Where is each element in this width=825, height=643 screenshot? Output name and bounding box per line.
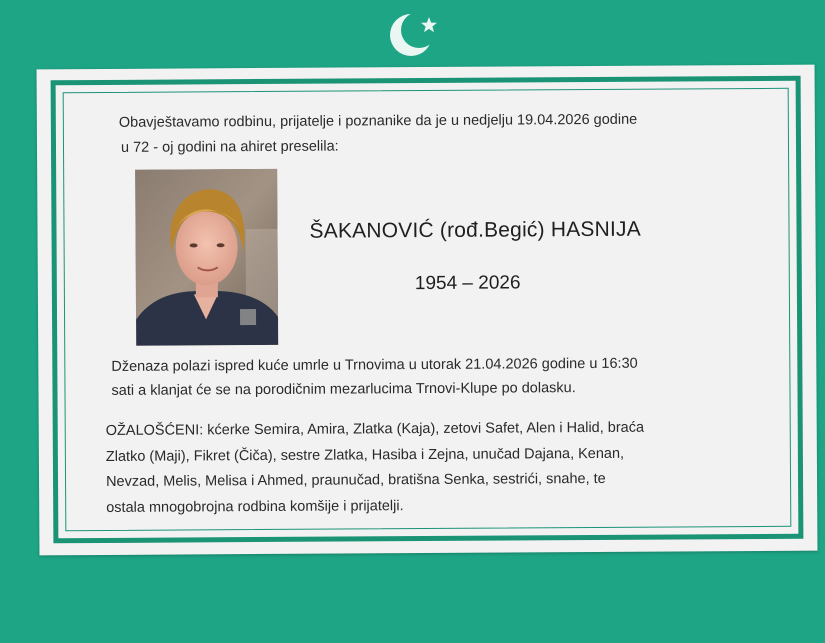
- mourners-line: Zlatko (Maji), Fikret (Čiča), sestre Zlatka, Hasiba i Zejna, unučad Dajana, Kenan,: [105, 445, 625, 465]
- deceased-name: ŠAKANOVIĆ (rođ.Begić) HASNIJA: [309, 217, 641, 243]
- mourners-line: Nevzad, Melis, Melisa i Ahmed, praunučad, bratišna Senka, sestrići, snahe, te: [105, 470, 606, 490]
- intro-line-1: Obavještavamo rodbinu, prijatelje i poznanike da je u nedjelju 19.04.2026 godine: [118, 111, 638, 131]
- crescent-star-icon: [384, 4, 444, 64]
- intro-line-2: u 72 - oj godini na ahiret preselila:: [120, 138, 339, 156]
- funeral-line-2: sati a klanjat će se na porodičnim mezarlucima Trnovi-Klupe po dolasku.: [111, 380, 576, 399]
- life-years: 1954 – 2026: [414, 272, 521, 295]
- portrait-image: [135, 169, 278, 346]
- deceased-photo: [135, 169, 278, 346]
- obituary-card: [37, 65, 818, 556]
- mourners-line: OŽALOŠĆENI: kćerke Semira, Amira, Zlatka (Kaja), zetovi Safet, Alen i Halid, braća: [105, 419, 645, 439]
- mourners-text: [106, 416, 645, 521]
- mourners-line: ostala mnogobrojna rodbina komšije i prijatelji.: [106, 497, 404, 516]
- funeral-line-1: Dženaza polazi ispred kuće umrle u Trnovima u utorak 21.04.2026 godine u 16:30: [111, 355, 638, 375]
- intro-text: [119, 108, 638, 161]
- funeral-text: [111, 352, 638, 403]
